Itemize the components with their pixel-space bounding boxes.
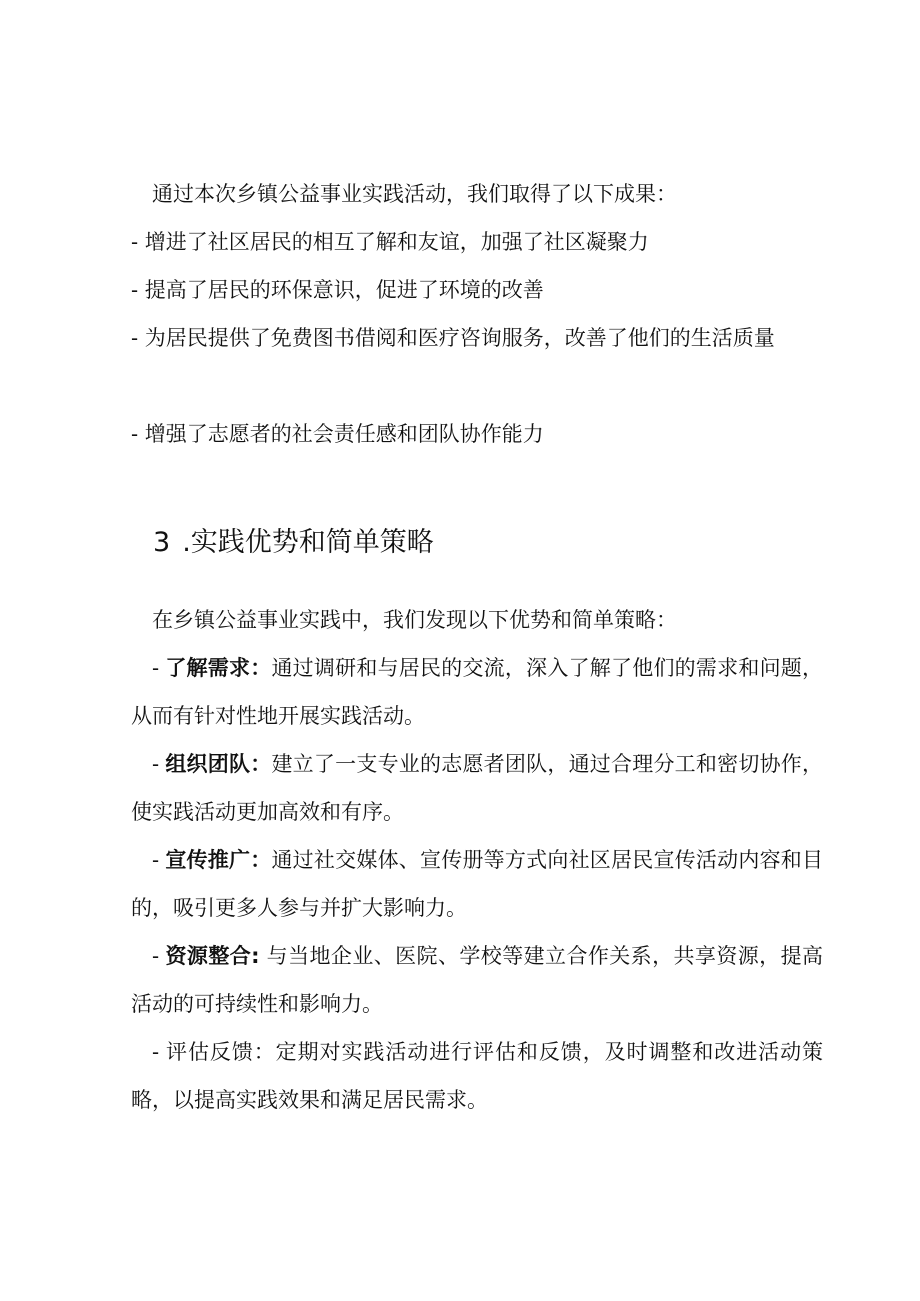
results-item: - 提高了居民的环保意识，促进了环境的改善 [131,278,544,302]
item-dash: - [152,752,160,776]
advantages-intro: 在乡镇公益事业实践中，我们发现以下优势和简单策略： [152,608,677,632]
section-heading-title: .实践优势和简单策略 [182,527,434,558]
advantage-item [131,1028,823,1124]
item-dash: - [152,848,160,872]
advantage-item [131,740,823,836]
section-heading [153,523,434,563]
item-text: 通过社交媒体、宣传册等方式向社区居民宣传活动内容和目的，吸引更多人参与并扩大影响力。 [131,848,824,920]
item-label: 组织团队： [165,752,272,776]
item-label: 了解需求： [165,656,272,680]
item-label: 资源整合: [165,944,260,968]
results-intro: 通过本次乡镇公益事业实践活动，我们取得了以下成果： [152,182,677,206]
item-text: 评估反馈：定期对实践活动进行评估和反馈，及时调整和改进活动策略，以提高实践效果和满足居民需求。 [131,1040,823,1112]
advantage-item [131,644,823,740]
item-dash: - [152,1040,160,1064]
item-label: 宣传推广： [165,848,272,872]
section-heading-number: 3 [153,527,171,558]
item-text: 与当地企业、医院、学校等建立合作关系，共享资源，提高活动的可持续性和影响力。 [131,944,823,1016]
advantage-item [131,932,823,1028]
results-item: - 为居民提供了免费图书借阅和医疗咨询服务，改善了他们的生活质量 [131,326,775,350]
advantage-item [131,836,823,932]
item-text: 建立了一支专业的志愿者团队，通过合理分工和密切协作，使实践活动更加高效和有序。 [131,752,824,824]
results-item: - 增强了志愿者的社会责任感和团队协作能力 [131,422,544,446]
results-item: - 增进了社区居民的相互了解和友谊，加强了社区凝聚力 [131,230,649,254]
item-dash: - [152,944,160,968]
item-dash: - [152,656,160,680]
item-text: 通过调研和与居民的交流，深入了解了他们的需求和问题，从而有针对性地开展实践活动。 [131,656,824,728]
